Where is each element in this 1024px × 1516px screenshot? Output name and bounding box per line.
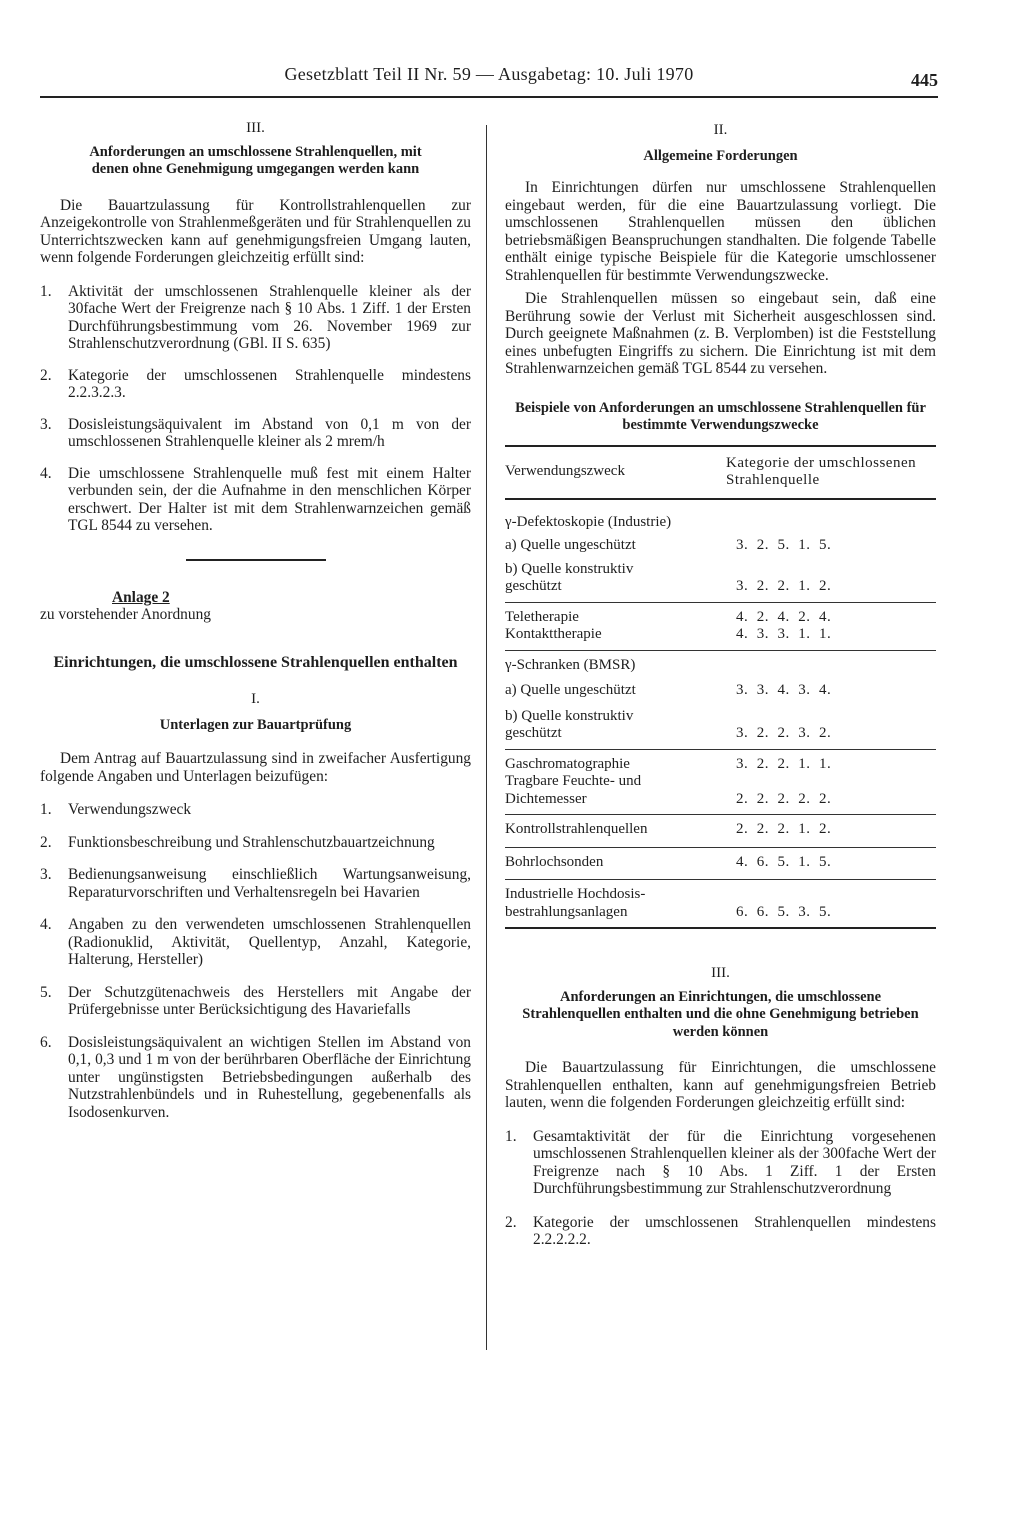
- item-number: 2.: [40, 366, 52, 384]
- header-title: Gesetzblatt Teil II Nr. 59 — Ausgabetag: 10. Juli 1970: [284, 64, 694, 84]
- table-cell: Kontakttherapie: [505, 626, 602, 642]
- list-item: [40, 984, 471, 1019]
- list-item: [40, 866, 471, 901]
- table-cell: 3. 2. 2. 1. 2.: [736, 578, 832, 594]
- column-header: Verwendungszweck: [505, 446, 726, 499]
- list-item: [505, 1214, 936, 1249]
- item-number: 1.: [505, 1127, 517, 1145]
- table-cell: [726, 650, 936, 674]
- item-text: Verwendungszweck: [68, 801, 192, 818]
- column-divider: [486, 125, 487, 1350]
- list-item: [40, 916, 471, 969]
- table-cell: Gaschromatographie: [505, 749, 726, 773]
- item-text: Gesamtaktivität der für die Einrichtung vorgesehenen umschlossenen Strahlenquellen kleiner als der 300fache Wert der Freigrenze nach § 10 Abs. 1 Ziff. 1 der Ersten Durchführungsbestimmung zur Strahlenschutzverordnung: [533, 1127, 936, 1197]
- table-cell: Dichtemesser: [505, 790, 587, 807]
- item-number: 2.: [40, 833, 52, 851]
- paragraph: Die Strahlenquellen müssen so eingebaut sein, daß eine Berührung sowie der Verlust mit Sicherheit ausgeschlossen sind. Durch geeignete Maßnahmen (z. B. Verplomben) ist die Feststellung eines unbefugten Eingriffs zu sichern. Die Einrichtung ist mit dem Strahlenwarnzeichen gemäß TGL 8544 zu versehen.: [505, 290, 936, 377]
- table-row: [505, 791, 936, 815]
- table-cell: 4. 6. 5. 1. 5.: [726, 847, 936, 880]
- section-number: I.: [251, 691, 260, 707]
- item-number: 4.: [40, 916, 52, 933]
- table-cell: [726, 773, 936, 791]
- item-number: 1.: [40, 282, 52, 300]
- paragraph: Die Bauartzulassung für Einrichtungen, die umschlossene Strahlenquellen enthalten, kann auf genehmigungsfreien Betrieb lauten, wenn die folgenden Forderungen gleichzeitig erfüllt sind:: [505, 1059, 936, 1111]
- section-heading: Allgemeine Forderungen: [643, 147, 798, 164]
- list-item: [40, 801, 471, 819]
- table-cell: b) Quelle konstruktiv: [505, 560, 634, 577]
- table-row: [505, 700, 936, 726]
- right-column: [505, 122, 936, 1249]
- list-item: [40, 834, 471, 852]
- table-row: [505, 847, 936, 880]
- paragraph: Dem Antrag auf Bauartzulassung sind in zweifacher Ausfertigung folgende Angaben und Unterlagen beizufügen:: [40, 750, 471, 785]
- table-row: [505, 773, 936, 791]
- table-cell: a) Quelle ungeschützt: [505, 537, 636, 553]
- section-number: II.: [713, 122, 728, 138]
- table-row: [505, 815, 936, 848]
- table-cell: Bohrlochsonden: [505, 847, 726, 880]
- item-text: Der Schutzgütenachweis des Herstellers mit Angabe der Prüfergebnisse unter Berücksichtigung des Havariefalls: [68, 983, 471, 1018]
- table-row: [505, 499, 936, 532]
- table-cell: 6. 6. 5. 3. 5.: [726, 904, 936, 929]
- table-cell: b) Quelle konstruktiv: [505, 707, 634, 724]
- item-text: Die umschlossene Strahlenquelle muß fest mit einem Halter verbunden sein, der die Aufnahme in den menschlichen Körper erschwert. Der Halter ist mit dem Strahlenwarnzeichen gemäß TGL 8544 zu versehen.: [68, 464, 471, 534]
- list-item: [505, 1128, 936, 1198]
- item-text: Aktivität der umschlossenen Strahlenquelle kleiner als der 30fache Wert der Freigrenze nach § 10 Abs. 1 Ziff. 1 der Ersten Durchführungsbestimmung vom 26. November 1969 zur Strahlenschutzverordnung (GBl. II S. 635): [68, 282, 471, 352]
- anlage-subtitle: zu vorstehender Anordnung: [40, 606, 211, 623]
- documents-list: [40, 801, 471, 1121]
- table-row: [505, 650, 936, 674]
- table-cell: bestrahlungsanlagen: [505, 904, 726, 929]
- paragraph: Die Bauartzulassung für Kontrollstrahlenquellen zur Anzeigekontrolle von Strahlenmeßgeräten und für Strahlenquellen zu Unterrichtszwecken kann auf genehmigungsfreien Umgang lauten, wenn folgende Forderungen gleichzeitig erfüllt sind:: [40, 196, 471, 266]
- table-cell: 3. 2. 5. 1. 5.: [736, 537, 832, 553]
- table-cell: 2. 2. 2. 2. 2.: [736, 790, 832, 807]
- table-row: [505, 904, 936, 929]
- section-number: III.: [711, 965, 730, 981]
- item-number: 4.: [40, 464, 52, 482]
- table-cell: [726, 555, 936, 579]
- table-cell: γ-Defektoskopie (Industrie): [505, 513, 672, 530]
- table-cell: Teletherapie: [505, 602, 726, 626]
- table-row: [505, 602, 936, 626]
- table-cell: 4. 2. 4. 2. 4.: [726, 602, 936, 626]
- column-header: Kategorie der umschlossenen Strahlenquelle: [726, 446, 936, 499]
- table-header-row: [505, 446, 936, 499]
- item-number: 1.: [40, 801, 52, 818]
- table-cell: Kontrollstrahlenquellen: [505, 815, 726, 848]
- item-number: 6.: [40, 1033, 52, 1051]
- table-cell: 3. 3. 4. 3. 4.: [736, 682, 832, 698]
- section-heading: Anforderungen an umschlossene Strahlenquellen, mit denen ohne Genehmigung umgegangen werden kann: [89, 143, 422, 177]
- page-number: 445: [911, 70, 938, 90]
- table-row: [505, 880, 936, 904]
- category-table: [505, 445, 936, 930]
- table-row: [505, 578, 936, 602]
- list-item: [40, 367, 471, 402]
- header-rule: [40, 96, 938, 98]
- section-number: III.: [246, 120, 265, 136]
- table-row: [505, 531, 936, 555]
- item-text: Dosisleistungsäquivalent im Abstand von 0,1 m von der umschlossenen Strahlenquelle kleiner als 2 mrem/h: [68, 415, 471, 450]
- table-row: [505, 555, 936, 579]
- page-header: [40, 64, 938, 94]
- table-cell: a) Quelle ungeschützt: [505, 682, 636, 698]
- table-cell: Industrielle Hochdosis-: [505, 880, 726, 904]
- anlage-label: Anlage 2: [112, 588, 170, 606]
- list-item: [40, 416, 471, 451]
- table-cell: geschützt: [505, 578, 562, 594]
- section-heading: Anforderungen an Einrichtungen, die umschlossene Strahlenquellen enthalten und die ohne Genehmigung betrieben werden können: [522, 988, 919, 1040]
- requirements-list: [505, 1128, 936, 1249]
- table-row: [505, 626, 936, 650]
- list-item: [40, 465, 471, 535]
- anlage-line: [40, 589, 471, 607]
- anlage-title: Einrichtungen, die umschlossene Strahlenquellen enthalten: [53, 653, 458, 671]
- item-text: Bedienungsanweisung einschließlich Wartungsanweisung, Reparaturvorschriften und Verhaltensregeln bei Havarien: [68, 866, 471, 901]
- item-number: 3.: [40, 415, 52, 433]
- table-cell: 3. 2. 2. 1. 1.: [726, 749, 936, 773]
- item-text: Kategorie der umschlossenen Strahlenquelle mindestens 2.2.3.2.3.: [68, 366, 471, 401]
- list-item: [40, 283, 471, 353]
- table-cell: γ-Schranken (BMSR): [505, 650, 726, 674]
- table-row: [505, 725, 936, 749]
- requirements-list: [40, 283, 471, 535]
- table-cell: 3. 2. 2. 3. 2.: [736, 725, 832, 741]
- table-cell: 2. 2. 2. 1. 2.: [726, 815, 936, 848]
- left-column: [40, 120, 471, 1121]
- item-text: Funktionsbeschreibung und Strahlenschutzbauartzeichnung: [68, 833, 435, 851]
- section-heading: Unterlagen zur Bauartprüfung: [159, 716, 352, 733]
- item-text: Dosisleistungsäquivalent an wichtigen Stellen im Abstand von 0,1, 0,3 und 1 m von der berührbaren Oberfläche der Einrichtung unter ungünstigsten Betriebsbedingungen außerhalb des Nutzstrahlenbündels und in Ruhestellung, gegebenenfalls als Isodosenkurven.: [68, 1033, 471, 1121]
- list-item: [40, 1034, 471, 1122]
- item-number: 3.: [40, 866, 52, 883]
- section-separator: [186, 559, 326, 561]
- table-cell: [726, 880, 936, 904]
- table-cell: 4. 3. 3. 1. 1.: [736, 626, 832, 642]
- item-number: 2.: [505, 1213, 517, 1231]
- table-caption: Beispiele von Anforderungen an umschlossene Strahlenquellen für bestimmte Verwendungszwecke: [515, 399, 926, 433]
- table-cell: geschützt: [505, 725, 562, 741]
- table-cell: [726, 700, 936, 726]
- table-cell: [726, 499, 936, 532]
- paragraph: In Einrichtungen dürfen nur umschlossene Strahlenquellen eingebaut werden, für die eine Bauartzulassung vorliegt. Die umschlossenen Strahlenquellen müssen den üblichen betriebsmäßigen Beanspruchungen standhalten. Die folgende Tabelle enthält einige typische Beispiele für die Kategorie umschlossener Strahlenquellen für bestimmte Verwendungszwecke.: [505, 179, 936, 284]
- table-cell: Tragbare Feuchte- und: [505, 773, 642, 789]
- item-number: 5.: [40, 983, 52, 1001]
- table-row: [505, 749, 936, 773]
- item-text: Angaben zu den verwendeten umschlossenen Strahlenquellen (Radionuklid, Aktivität, Quellentyp, Anzahl, Kategorie, Halterung, Hersteller): [68, 916, 471, 968]
- item-text: Kategorie der umschlossenen Strahlenquellen mindestens 2.2.2.2.2.: [533, 1213, 936, 1248]
- table-row: [505, 674, 936, 700]
